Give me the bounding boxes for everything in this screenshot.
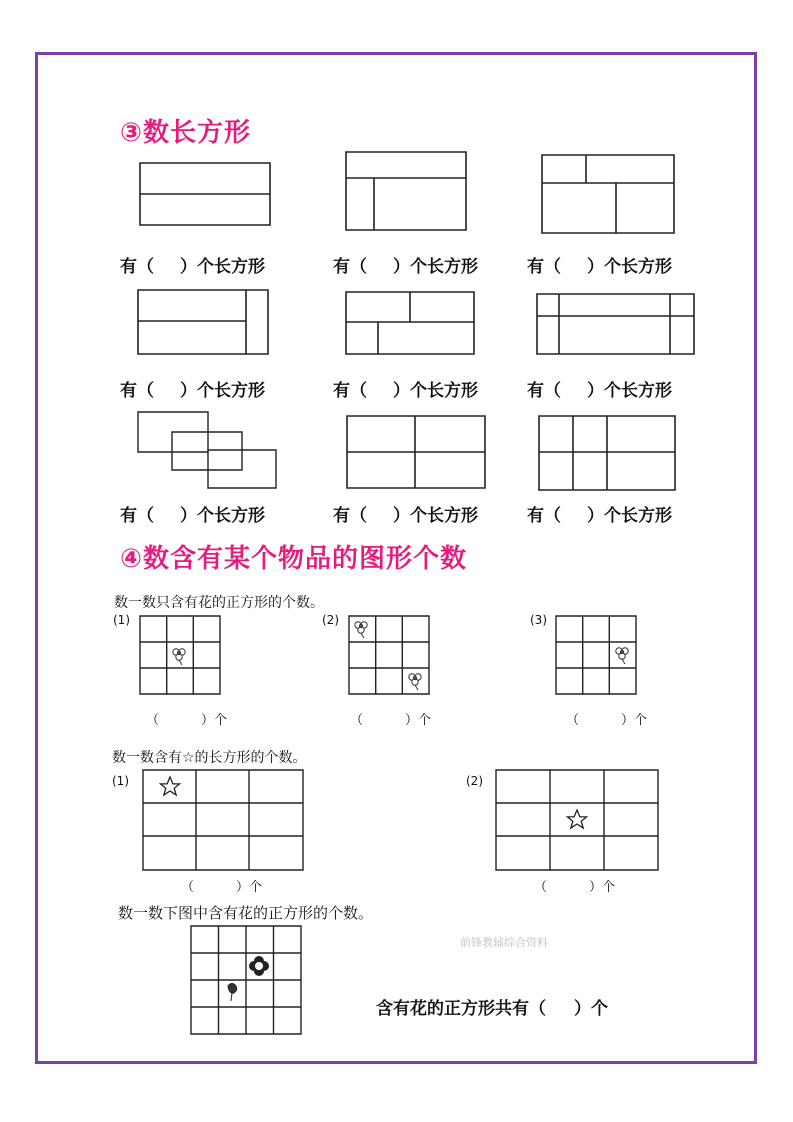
- question-1: 有（ ）个长方形: [120, 257, 265, 277]
- flower-icon: [173, 649, 185, 665]
- flower-grid-1-label: (1): [113, 613, 130, 627]
- flower-grid-4x4: [189, 924, 303, 1036]
- flower-task-instruction: 数一数只含有花的正方形的个数。: [114, 595, 324, 611]
- question-8: 有（ ）个长方形: [333, 506, 478, 526]
- figure-8: [345, 414, 487, 490]
- grid-task-answer: 含有花的正方形共有（ ）个: [376, 999, 608, 1019]
- flower-icon: [228, 984, 237, 1002]
- flower-grid-2-label: (2): [322, 613, 339, 627]
- figure-5: [344, 290, 476, 356]
- star-grid-1: [141, 768, 305, 872]
- figure-4: [136, 288, 270, 356]
- flower-grid-3-label: (3): [530, 613, 547, 627]
- section-3-title: ③数长方形: [120, 118, 252, 148]
- question-9: 有（ ）个长方形: [527, 506, 672, 526]
- star-answer-2: （ ）个: [534, 880, 616, 895]
- star-grid-2: [494, 768, 660, 872]
- grid-task-instruction: 数一数下图中含有花的正方形的个数。: [118, 904, 374, 922]
- flower-answer-1: （ ）个: [146, 713, 228, 728]
- question-7: 有（ ）个长方形: [120, 506, 265, 526]
- flower-icon: [409, 674, 421, 690]
- star-grid-1-label: (1): [112, 774, 129, 788]
- question-2: 有（ ）个长方形: [333, 257, 478, 277]
- watermark: 前锋教辅综合资料: [460, 936, 548, 949]
- star-answer-1: （ ）个: [181, 880, 263, 895]
- flower-grid-3: [554, 614, 638, 696]
- flower-answer-2: （ ）个: [350, 713, 432, 728]
- figure-7: [136, 410, 280, 492]
- flower-icon: [616, 648, 628, 664]
- flower-answer-3: （ ）个: [566, 713, 648, 728]
- figure-3: [540, 153, 676, 235]
- flower-grid-2: [347, 614, 431, 696]
- question-4: 有（ ）个长方形: [120, 381, 265, 401]
- flower-icon: [249, 956, 269, 976]
- star-task-instruction: 数一数含有☆的长方形的个数。: [112, 750, 307, 766]
- question-5: 有（ ）个长方形: [333, 381, 478, 401]
- figure-1: [138, 160, 272, 228]
- figure-6: [534, 292, 696, 356]
- section-4-title: ④数含有某个物品的图形个数: [120, 544, 468, 574]
- star-grid-2-label: (2): [466, 774, 483, 788]
- question-3: 有（ ）个长方形: [527, 257, 672, 277]
- star-icon: [161, 777, 180, 795]
- figure-2: [344, 150, 468, 232]
- flower-icon: [355, 622, 367, 638]
- question-6: 有（ ）个长方形: [527, 381, 672, 401]
- star-icon: [568, 810, 587, 828]
- figure-9: [537, 414, 677, 492]
- flower-grid-1: [138, 614, 222, 696]
